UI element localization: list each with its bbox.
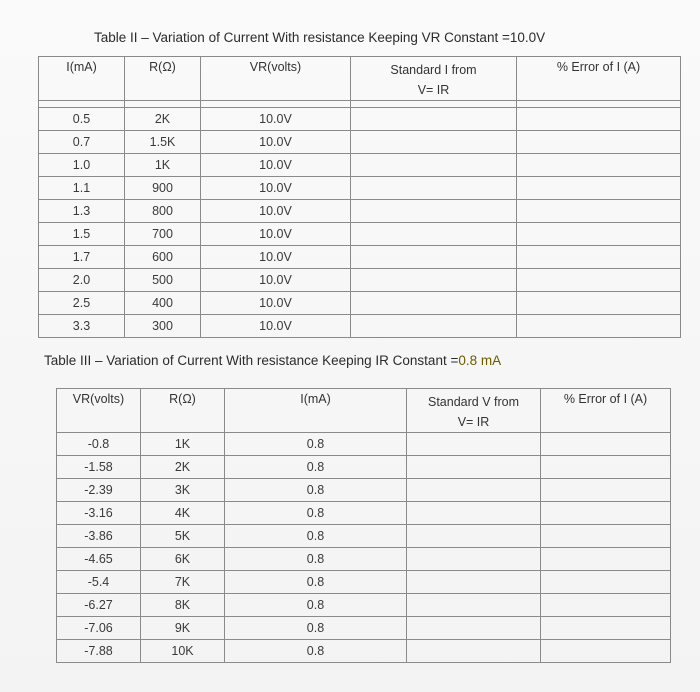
table2-cell: 800	[125, 200, 201, 223]
table3-cell: 5K	[141, 525, 225, 548]
table3-cell: 0.8	[225, 502, 407, 525]
table3-empty-cell	[407, 617, 541, 640]
table2	[38, 56, 681, 338]
table2-cell: 0.7	[39, 131, 125, 154]
table3-empty-cell	[407, 479, 541, 502]
table2-header-resistance: R(Ω)	[125, 57, 201, 101]
table2-header-row	[39, 57, 681, 101]
table2-header-voltage: VR(volts)	[201, 57, 351, 101]
table2-cell: 1.5	[39, 223, 125, 246]
table3-empty-cell	[541, 594, 671, 617]
table2-empty-cell	[517, 108, 681, 131]
table3-empty-cell	[541, 571, 671, 594]
table3-header-standard-line2: V= IR	[457, 415, 490, 429]
table3-empty-cell	[541, 479, 671, 502]
table2-cell: 900	[125, 177, 201, 200]
table2-cell: 10.0V	[201, 177, 351, 200]
table3-cell: -4.65	[57, 548, 141, 571]
table3-cell: 0.8	[225, 479, 407, 502]
table3-row	[57, 502, 671, 525]
table2-empty-cell	[351, 292, 517, 315]
table2-cell: 10.0V	[201, 269, 351, 292]
table3-cell: 6K	[141, 548, 225, 571]
table3-cell: 0.8	[225, 433, 407, 456]
table2-row	[39, 177, 681, 200]
table2-cell: 10.0V	[201, 154, 351, 177]
table3-body	[57, 433, 671, 663]
table2-empty-cell	[351, 177, 517, 200]
table3-cell: 10K	[141, 640, 225, 663]
table2-body	[39, 108, 681, 338]
table3-cell: 0.8	[225, 525, 407, 548]
table3-empty-cell	[541, 502, 671, 525]
table3-cell: 0.8	[225, 640, 407, 663]
table2-cell: 10.0V	[201, 108, 351, 131]
table3-empty-cell	[541, 456, 671, 479]
table3-cell: -1.58	[57, 456, 141, 479]
table3-cell: 9K	[141, 617, 225, 640]
table2-spacer-row	[39, 101, 681, 108]
table2-header-current: I(mA)	[39, 57, 125, 101]
table2-row	[39, 131, 681, 154]
table2-empty-cell	[517, 200, 681, 223]
table2-empty-cell	[517, 269, 681, 292]
table3-empty-cell	[407, 594, 541, 617]
table2-cell: 10.0V	[201, 131, 351, 154]
table3-empty-cell	[407, 456, 541, 479]
table2-cell: 1K	[125, 154, 201, 177]
table2-cell: 10.0V	[201, 200, 351, 223]
table2-row	[39, 246, 681, 269]
table3-cell: -0.8	[57, 433, 141, 456]
table2-cell: 10.0V	[201, 315, 351, 338]
table2-cell: 1.7	[39, 246, 125, 269]
table2-cell: 10.0V	[201, 246, 351, 269]
table2-empty-cell	[517, 315, 681, 338]
table2-row	[39, 108, 681, 131]
table3-empty-cell	[407, 640, 541, 663]
table2-empty-cell	[517, 223, 681, 246]
table2-cell: 600	[125, 246, 201, 269]
table2-cell: 1.5K	[125, 131, 201, 154]
table2-cell: 2.0	[39, 269, 125, 292]
table2-row	[39, 269, 681, 292]
table3-empty-cell	[407, 433, 541, 456]
table2-header-error: % Error of I (A)	[517, 57, 681, 101]
table3-caption	[44, 353, 501, 368]
table3-row	[57, 571, 671, 594]
table2-row	[39, 315, 681, 338]
table2-cell: 10.0V	[201, 292, 351, 315]
table3-empty-cell	[541, 548, 671, 571]
table3-cell: 3K	[141, 479, 225, 502]
table3-row	[57, 433, 671, 456]
table3-cell: 0.8	[225, 548, 407, 571]
table3-empty-cell	[407, 548, 541, 571]
table3-empty-cell	[541, 640, 671, 663]
table3-row	[57, 548, 671, 571]
table2-empty-cell	[351, 315, 517, 338]
table2-header-standard	[351, 57, 517, 101]
table3-header-standard	[407, 389, 541, 433]
table3-row	[57, 617, 671, 640]
table2-empty-cell	[351, 246, 517, 269]
table2-cell: 1.0	[39, 154, 125, 177]
table3-row	[57, 525, 671, 548]
table2-cell: 2K	[125, 108, 201, 131]
table2-empty-cell	[351, 223, 517, 246]
table2-empty-cell	[517, 177, 681, 200]
table3-caption-text: Table III – Variation of Current With resistance Keeping IR Constant =	[44, 353, 459, 368]
table3-cell: 8K	[141, 594, 225, 617]
table2-empty-cell	[351, 154, 517, 177]
table2-cell: 1.3	[39, 200, 125, 223]
table3-cell: -5.4	[57, 571, 141, 594]
table3-caption-value: 0.8 mA	[458, 353, 502, 368]
table3-header-voltage: VR(volts)	[57, 389, 141, 433]
table3-cell: 0.8	[225, 571, 407, 594]
table2-cell: 10.0V	[201, 223, 351, 246]
table2-empty-cell	[351, 131, 517, 154]
table2-cell: 1.1	[39, 177, 125, 200]
table3-cell: 0.8	[225, 617, 407, 640]
table3-cell: 1K	[141, 433, 225, 456]
table2-header-standard-line2: V= IR	[417, 83, 450, 97]
table3-header-row	[57, 389, 671, 433]
table2-row	[39, 200, 681, 223]
table3-cell: -3.86	[57, 525, 141, 548]
table2-cell: 2.5	[39, 292, 125, 315]
table3-row	[57, 456, 671, 479]
table3-empty-cell	[541, 433, 671, 456]
table3-cell: -7.88	[57, 640, 141, 663]
table3-cell: -3.16	[57, 502, 141, 525]
table2-cell: 300	[125, 315, 201, 338]
table3-header-resistance: R(Ω)	[141, 389, 225, 433]
table2-row	[39, 223, 681, 246]
table3-cell: 7K	[141, 571, 225, 594]
table2-empty-cell	[517, 131, 681, 154]
table3-cell: -7.06	[57, 617, 141, 640]
table3-row	[57, 640, 671, 663]
table3-cell: -2.39	[57, 479, 141, 502]
table3-cell: 4K	[141, 502, 225, 525]
table2-empty-cell	[517, 246, 681, 269]
table3-cell: 0.8	[225, 456, 407, 479]
table3-cell: 2K	[141, 456, 225, 479]
table3-empty-cell	[541, 525, 671, 548]
table2-row	[39, 154, 681, 177]
table2-empty-cell	[517, 154, 681, 177]
table3-cell: 0.8	[225, 594, 407, 617]
table3-empty-cell	[407, 525, 541, 548]
table2-header-standard-line1: Standard I from	[390, 63, 477, 77]
table3-header-error: % Error of I (A)	[541, 389, 671, 433]
table3-header-current: I(mA)	[225, 389, 407, 433]
table2-caption: Table II – Variation of Current With resistance Keeping VR Constant =10.0V	[94, 30, 546, 45]
table2-empty-cell	[517, 292, 681, 315]
table3-cell: -6.27	[57, 594, 141, 617]
table2-empty-cell	[351, 108, 517, 131]
table3-row	[57, 479, 671, 502]
table3-empty-cell	[541, 617, 671, 640]
table2-empty-cell	[351, 200, 517, 223]
table2-row	[39, 292, 681, 315]
table2-cell: 0.5	[39, 108, 125, 131]
table3	[56, 388, 671, 663]
table2-cell: 400	[125, 292, 201, 315]
table2-cell: 700	[125, 223, 201, 246]
table3-header-standard-line1: Standard V from	[427, 395, 519, 409]
table3-row	[57, 594, 671, 617]
table2-cell: 500	[125, 269, 201, 292]
table3-empty-cell	[407, 502, 541, 525]
table3-empty-cell	[407, 571, 541, 594]
table2-empty-cell	[351, 269, 517, 292]
table2-cell: 3.3	[39, 315, 125, 338]
